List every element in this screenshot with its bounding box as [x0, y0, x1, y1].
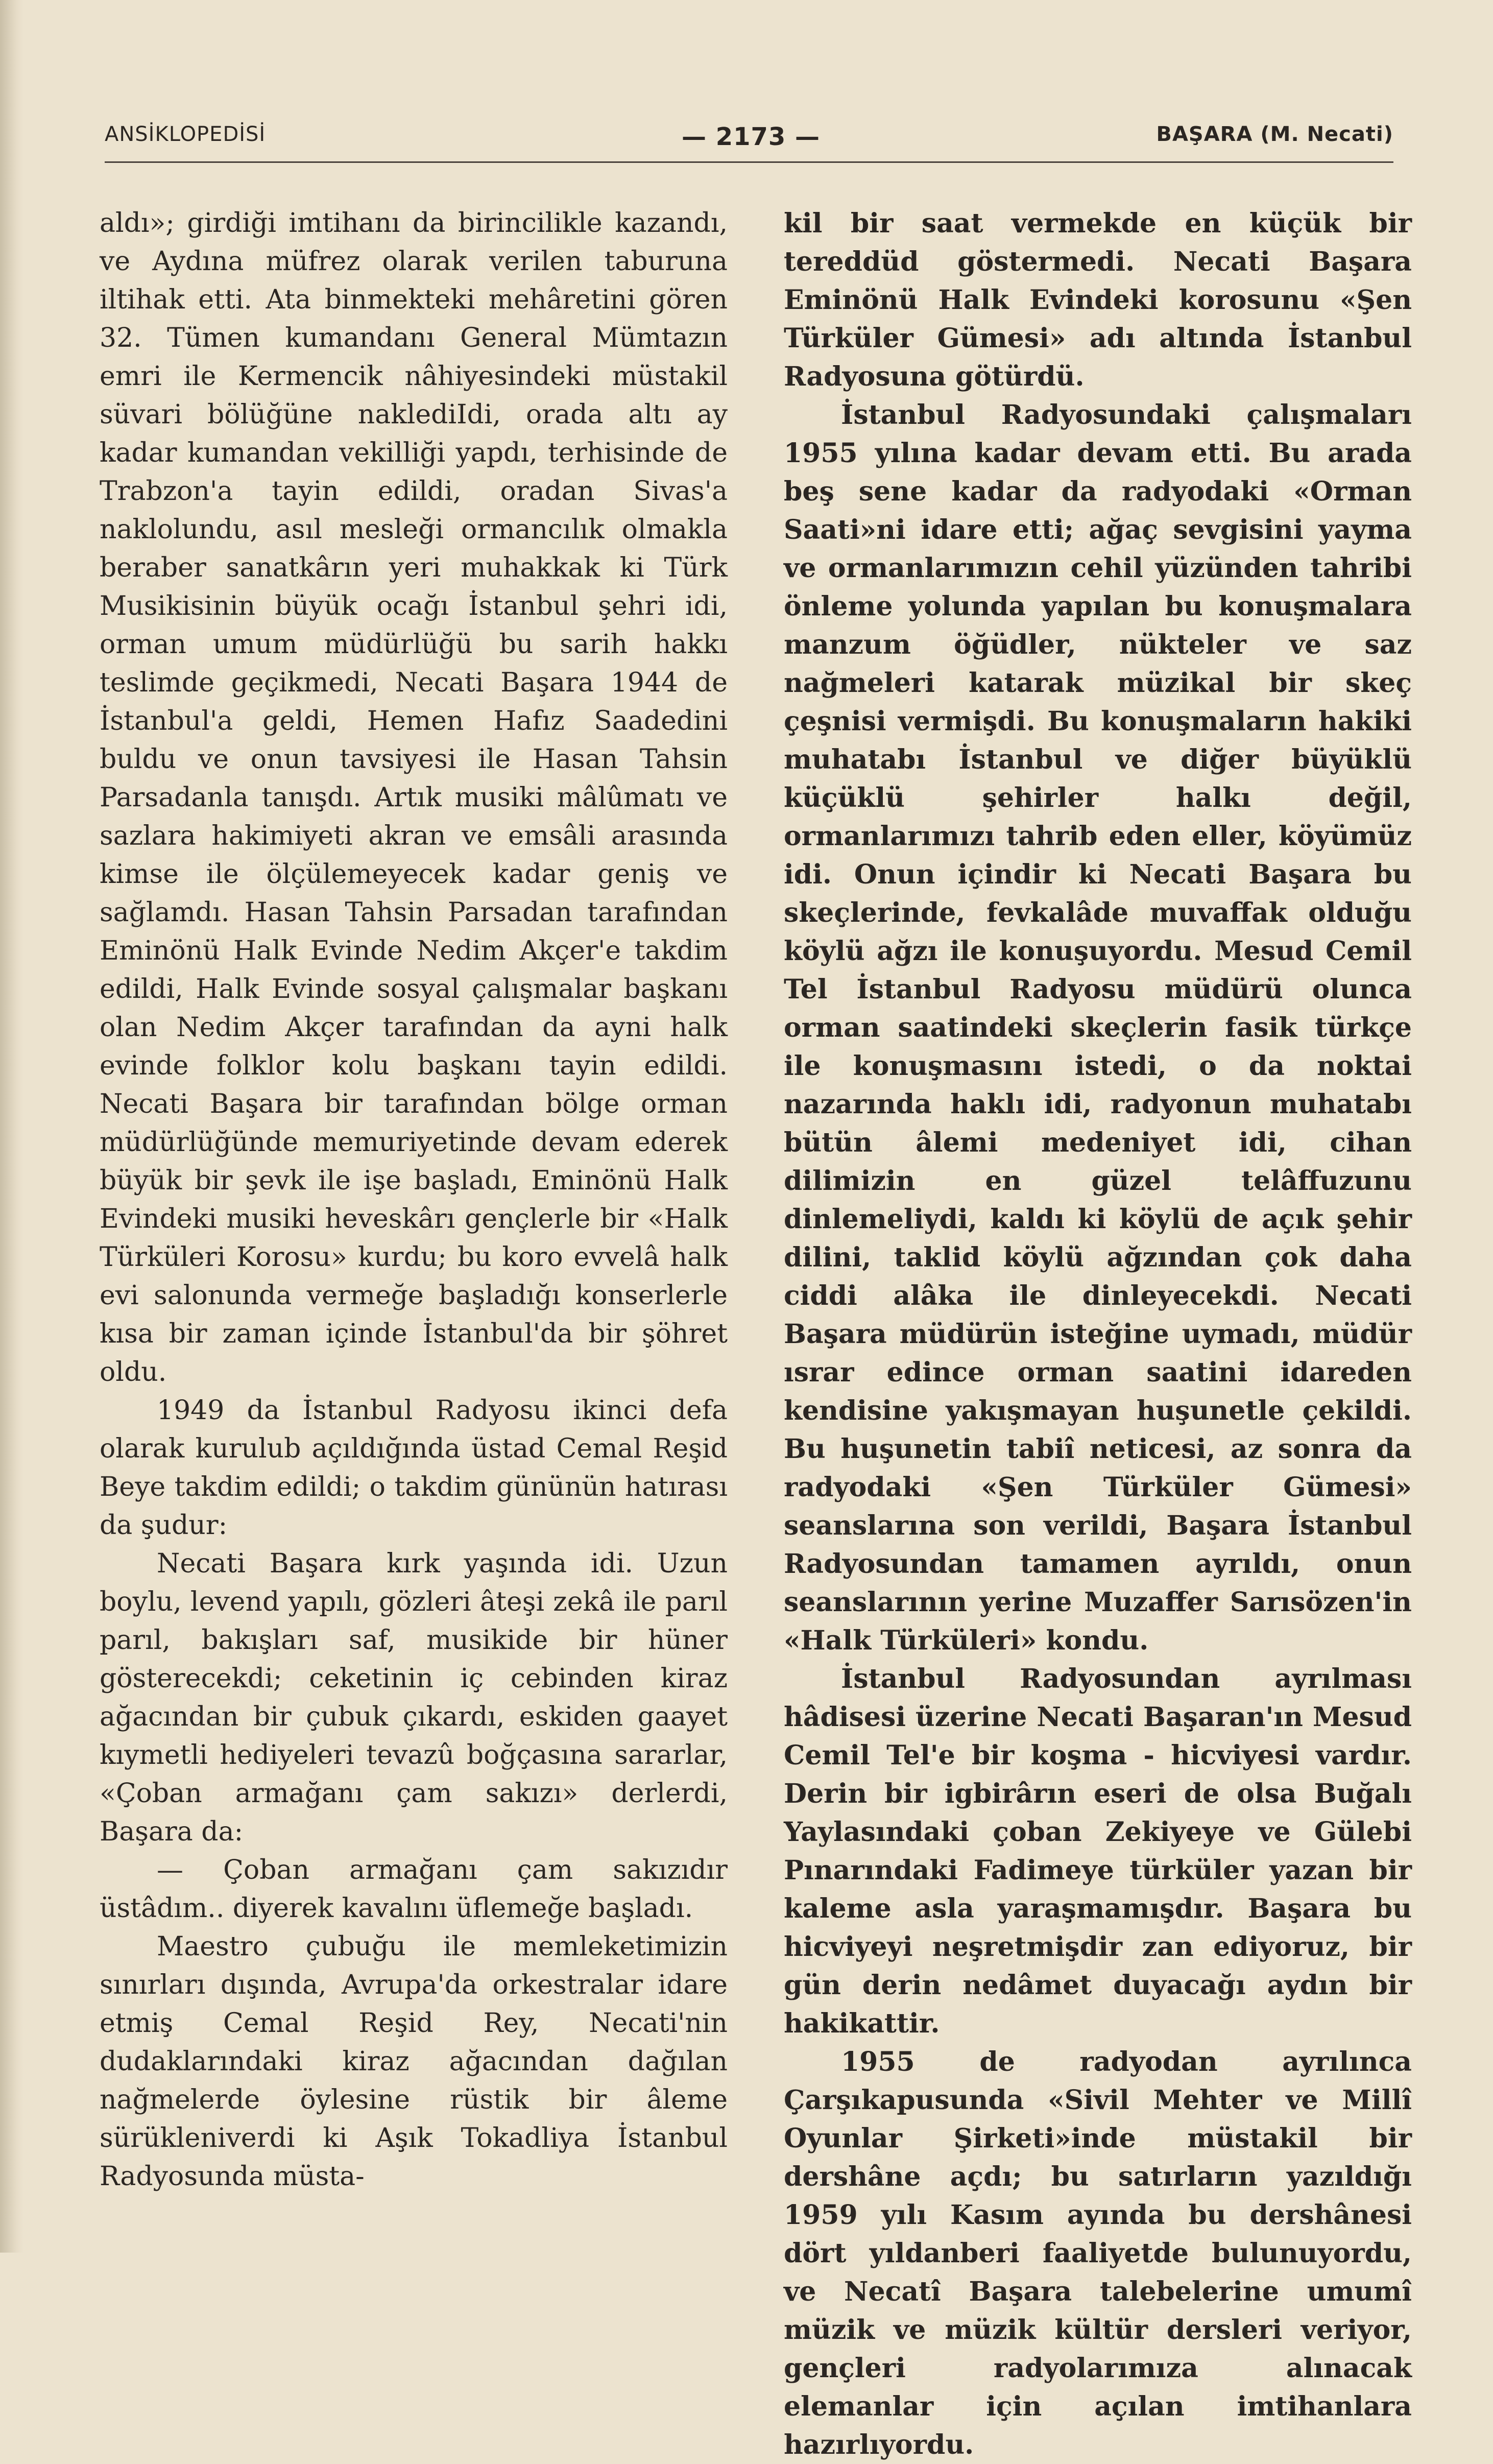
paragraph: İstanbul Radyosundan ayrılması hâdisesi üzerine Necati Başaran'ın Mesud Cemil Tel'e bir koşma - hicviyesi vardır. Derin bir igbirârın eseri de olsa Buğalı Yaylasındaki çoban Zekiyeye ve Gülebi Pınarındaki Fadimeye türküler yazan bir kaleme asla yaraşmamışdır. Başara bu hicviyeyi neşretmişdir zan ediyoruz, bir gün derin nedâmet duyacağı aydın bir hakikattir. — [784, 1663, 1412, 2039]
left-column — [100, 204, 728, 2196]
running-header — [105, 123, 1393, 158]
header-rule — [105, 161, 1393, 163]
paragraph: Maestro çubuğu ile memleketimizin sınırları dışında, Avrupa'da orkestralar idare etmiş Cemal Reşid Rey, Necati'nin dudaklarındaki kiraz ağacından dağılan nağmelerde öylesine rüstik bir âleme sürükleniverdi ki Aşık Tokadliya İstanbul Radyosunda müsta- — [100, 1931, 728, 2192]
paragraph: İstanbul Radyosundaki çalışmaları 1955 yılına kadar devam etti. Bu arada beş sene kadar da radyodaki «Orman Saati»ni idare etti; ağaç sevgisini yayma ve ormanlarımızın cehil yüzünden tahribi önleme yolunda yapılan bu konuşmalara manzum öğüdler, nükteler ve saz nağmeleri katarak müzikal bir skeç çeşnisi vermişdi. Bu konuşmaların hakiki muhatabı İstanbul ve diğer büyüklü küçüklü şehirler halkı değil, ormanlarımızı tahrib eden eller, köyümüz idi. Onun içindir ki Necati Başara bu skeçlerinde, fevkalâde muvaffak olduğu köylü ağzı ile konuşuyordu. Mesud Cemil Tel İstanbul Radyosu müdürü olunca orman saatindeki skeçlerin fasik türkçe ile konuşmasını istedi, o da noktai nazarında haklı idi, radyonun muhatabı bütün âlemi medeniyet idi, cihan dilimizin en güzel telâffuzunu dinlemeliydi, kaldı ki köylü de açık şehir dilini, taklid köylü ağzından çok daha ciddi alâka ile dinleyecekdi. Necati Başara müdürün isteğine uymadı, müdür ısrar edince orman saatini idareden kendisine yakışmayan huşunetle çekildi. Bu huşunetin tabiî neticesi, az sonra da radyodaki «Şen Türküler Gümesi» seanslarına son verildi, Başara İstanbul Radyosundan tamamen ayrıldı, onun seanslarının yerine Muzaffer Sarısözen'in «Halk Türküleri» kondu. — [784, 399, 1412, 1656]
paragraph: kil bir saat vermekde en küçük bir tereddüd göstermedi. Necati Başara Eminönü Halk Evindeki korosunu «Şen Türküler Gümesi» adı altında İstanbul Radyosuna götürdü. — [784, 208, 1412, 392]
paragraph: — Çoban armağanı çam sakızıdır üstâdım.. diyerek kavalını üflemeğe başladı. — [100, 1855, 728, 1924]
page-number: — 2173 — — [682, 123, 821, 151]
paragraph: Necati Başara kırk yaşında idi. Uzun boylu, levend yapılı, gözleri âteşi zekâ ile parıl parıl, bakışları saf, musikide bir hüner gösterecekdi; ceketinin iç cebinden kiraz ağacından bir çubuk çıkardı, eskiden gaayet kıymetli hediyeleri tevazû boğçasına sararlar, «Çoban armağanı çam sakızı» derlerdi, Başara da: — [100, 1548, 728, 1847]
right-column — [784, 204, 1412, 2464]
paragraph: 1949 da İstanbul Radyosu ikinci defa olarak kurulub açıldığında üstad Cemal Reşid Beye takdim edildi; o takdim gününün hatırası da şudur: — [100, 1395, 728, 1541]
page-edge — [0, 0, 23, 2253]
header-entry-title: BAŞARA (M. Necati) — [1156, 123, 1393, 146]
header-encyclopedia-title: ANSİKLOPEDİSİ — [105, 123, 266, 146]
paragraph: aldı»; girdiği imtihanı da birincilikle kazandı, ve Aydına müfrez olarak verilen taburuna iltihak etti. Ata binmekteki mehâretini gören 32. Tümen kumandanı General Mümtazın emri ile Kermencik nâhiyesindeki müstakil süvari bölüğüne naklediIdi, orada altı ay kadar kumandan vekilliği yapdı, terhisinde de Trabzon'a tayin edildi, oradan Sivas'a naklolundu, asıl mesleği ormancılık olmakla beraber sanatkârın yeri muhakkak ki Türk Musikisinin büyük ocağı İstanbul şehri idi, orman umum müdürlüğü bu sarih hakkı teslimde geçikmedi, Necati Başara 1944 de İstanbul'a geldi, Hemen Hafız Saadedini buldu ve onun tavsiyesi ile Hasan Tahsin Parsadanla tanışdı. Artık musiki mâlûmatı ve sazlara hakimiyeti akran ve emsâli arasında kimse ile ölçülemeyecek kadar geniş ve sağlamdı. Hasan Tahsin Parsadan tarafından Eminönü Halk Evinde Nedim Akçer'e takdim edildi, Halk Evinde sosyal çalışmalar başkanı olan Nedim Akçer tarafından da ayni halk evinde folklor kolu başkanı tayin edildi. Necati Başara bir tarafından bölge orman müdürlüğünde memuriyetinde devam ederek büyük bir şevk ile işe başladı, Eminönü Halk Evindeki musiki heveskârı gençlerle bir «Halk Türküleri Korosu» kurdu; bu koro evvelâ halk evi salonunda vermeğe başladığı konserlerle kısa bir zaman içinde İstanbul'da bir şöhret oldu. — [100, 208, 728, 1388]
paragraph: 1955 de radyodan ayrılınca Çarşıkapusunda «Sivil Mehter ve Millî Oyunlar Şirketi»inde müstakil bir dershâne açdı; bu satırların yazıldığı 1959 yılı Kasım ayında bu dershânesi dört yıldanberi faaliyetde bulunuyordu, ve Necatî Başara talebelerine umumî müzik ve müzik kültür dersleri veriyor, gençleri radyolarımıza alınacak elemanlar için açılan imtihanlara hazırlıyordu. — [784, 2046, 1412, 2460]
